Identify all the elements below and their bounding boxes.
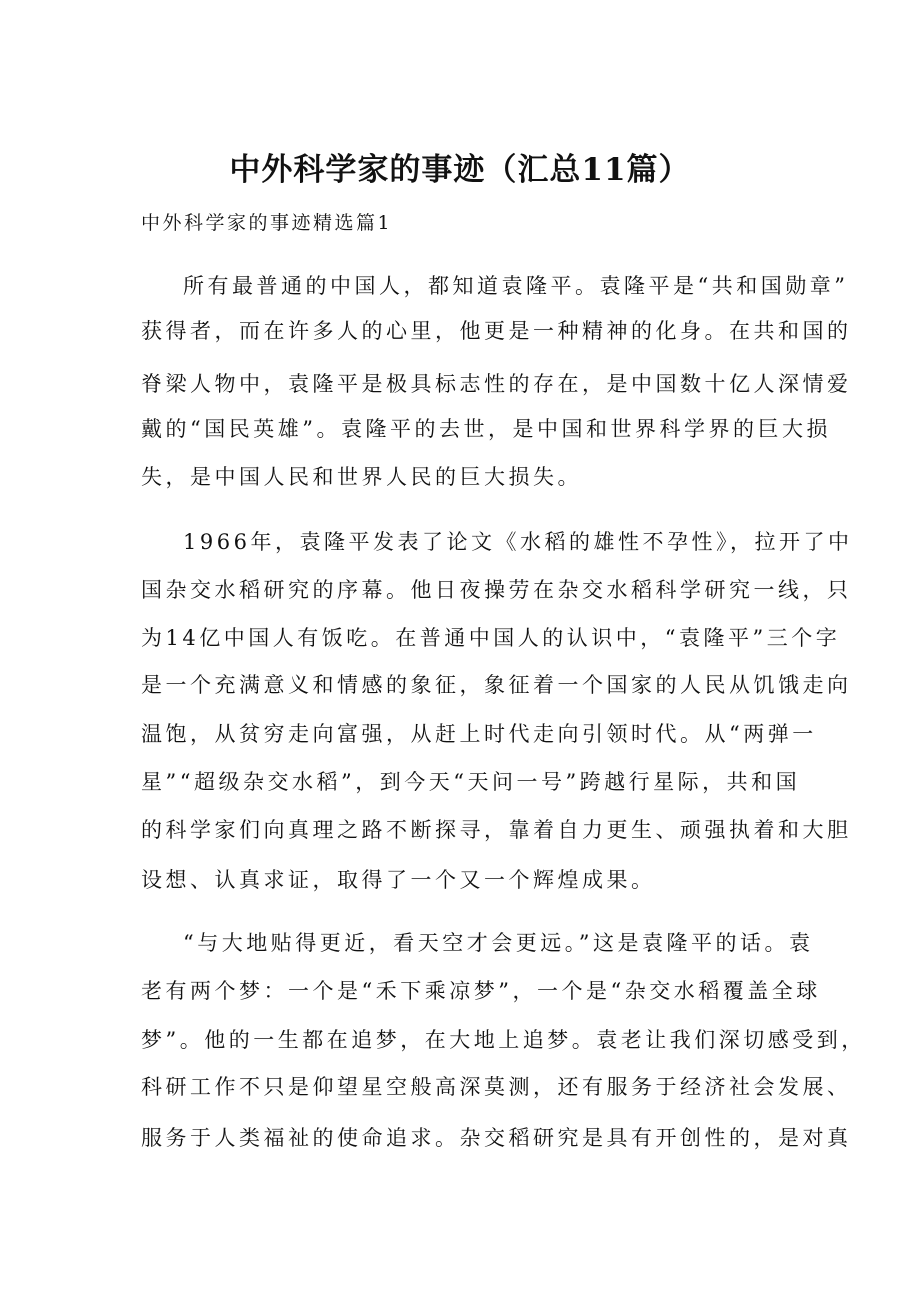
paragraph-1-line-2: 获得者，而在许多人的心里，他更是一种精神的化身。在共和国的 [141, 319, 852, 343]
paragraph-2-line-4: 是一个充满意义和情感的象征，象征着一个国家的人民从饥饿走向 [141, 673, 852, 697]
paragraph-2-line-7: 的科学家们向真理之路不断探寻，靠着自力更生、顽强执着和大胆 [141, 818, 852, 842]
paragraph-1-line-1: 所有最普通的中国人，都知道袁隆平。袁隆平是“共和国勋章” [183, 274, 849, 298]
paragraph-2-line-2: 国杂交水稻研究的序幕。他日夜操劳在杂交水稻科学研究一线，只 [141, 578, 852, 602]
paragraph-1-line-4: 戴的“国民英雄”。袁隆平的去世，是中国和世界科学界的巨大损 [141, 417, 831, 441]
paragraph-2-line-6: 星”“超级杂交水稻”，到今天“天问一号”跨越行星际，共和国 [141, 770, 801, 794]
paragraph-3-line-1: “与大地贴得更近，看天空才会更远。”这是袁隆平的话。袁 [183, 931, 814, 955]
paragraph-1-line-5: 失，是中国人民和世界人民的巨大损失。 [141, 465, 582, 489]
document-title: 中外科学家的事迹（汇总11篇） [229, 152, 691, 188]
paragraph-2-line-5: 温饱，从贫穷走向富强，从赶上时代走向引领时代。从“两弹一 [141, 722, 817, 746]
paragraph-3-line-2: 老有两个梦：一个是“禾下乘凉梦”，一个是“杂交水稻覆盖全球 [141, 979, 821, 1003]
section-heading: 中外科学家的事迹精选篇1 [141, 212, 393, 234]
paragraph-2-line-1: 1966年，袁隆平发表了论文《水稻的雄性不孕性》，拉开了中 [183, 530, 853, 554]
paragraph-2-line-8: 设想、认真求证，取得了一个又一个辉煌成果。 [141, 868, 656, 892]
paragraph-2-line-3: 为14亿中国人有饭吃。在普通中国人的认识中，“袁隆平”三个字 [141, 626, 841, 650]
paragraph-1-line-3: 脊梁人物中，袁隆平是极具标志性的存在，是中国数十亿人深情爱 [141, 372, 852, 396]
paragraph-3-line-3: 梦”。他的一生都在追梦，在大地上追梦。袁老让我们深切感受到， [141, 1028, 866, 1052]
paragraph-3-line-4: 科研工作不只是仰望星空般高深莫测，还有服务于经济社会发展、 [141, 1075, 852, 1099]
paragraph-3-line-5: 服务于人类福祉的使命追求。杂交稻研究是具有开创性的，是对真 [141, 1126, 852, 1150]
